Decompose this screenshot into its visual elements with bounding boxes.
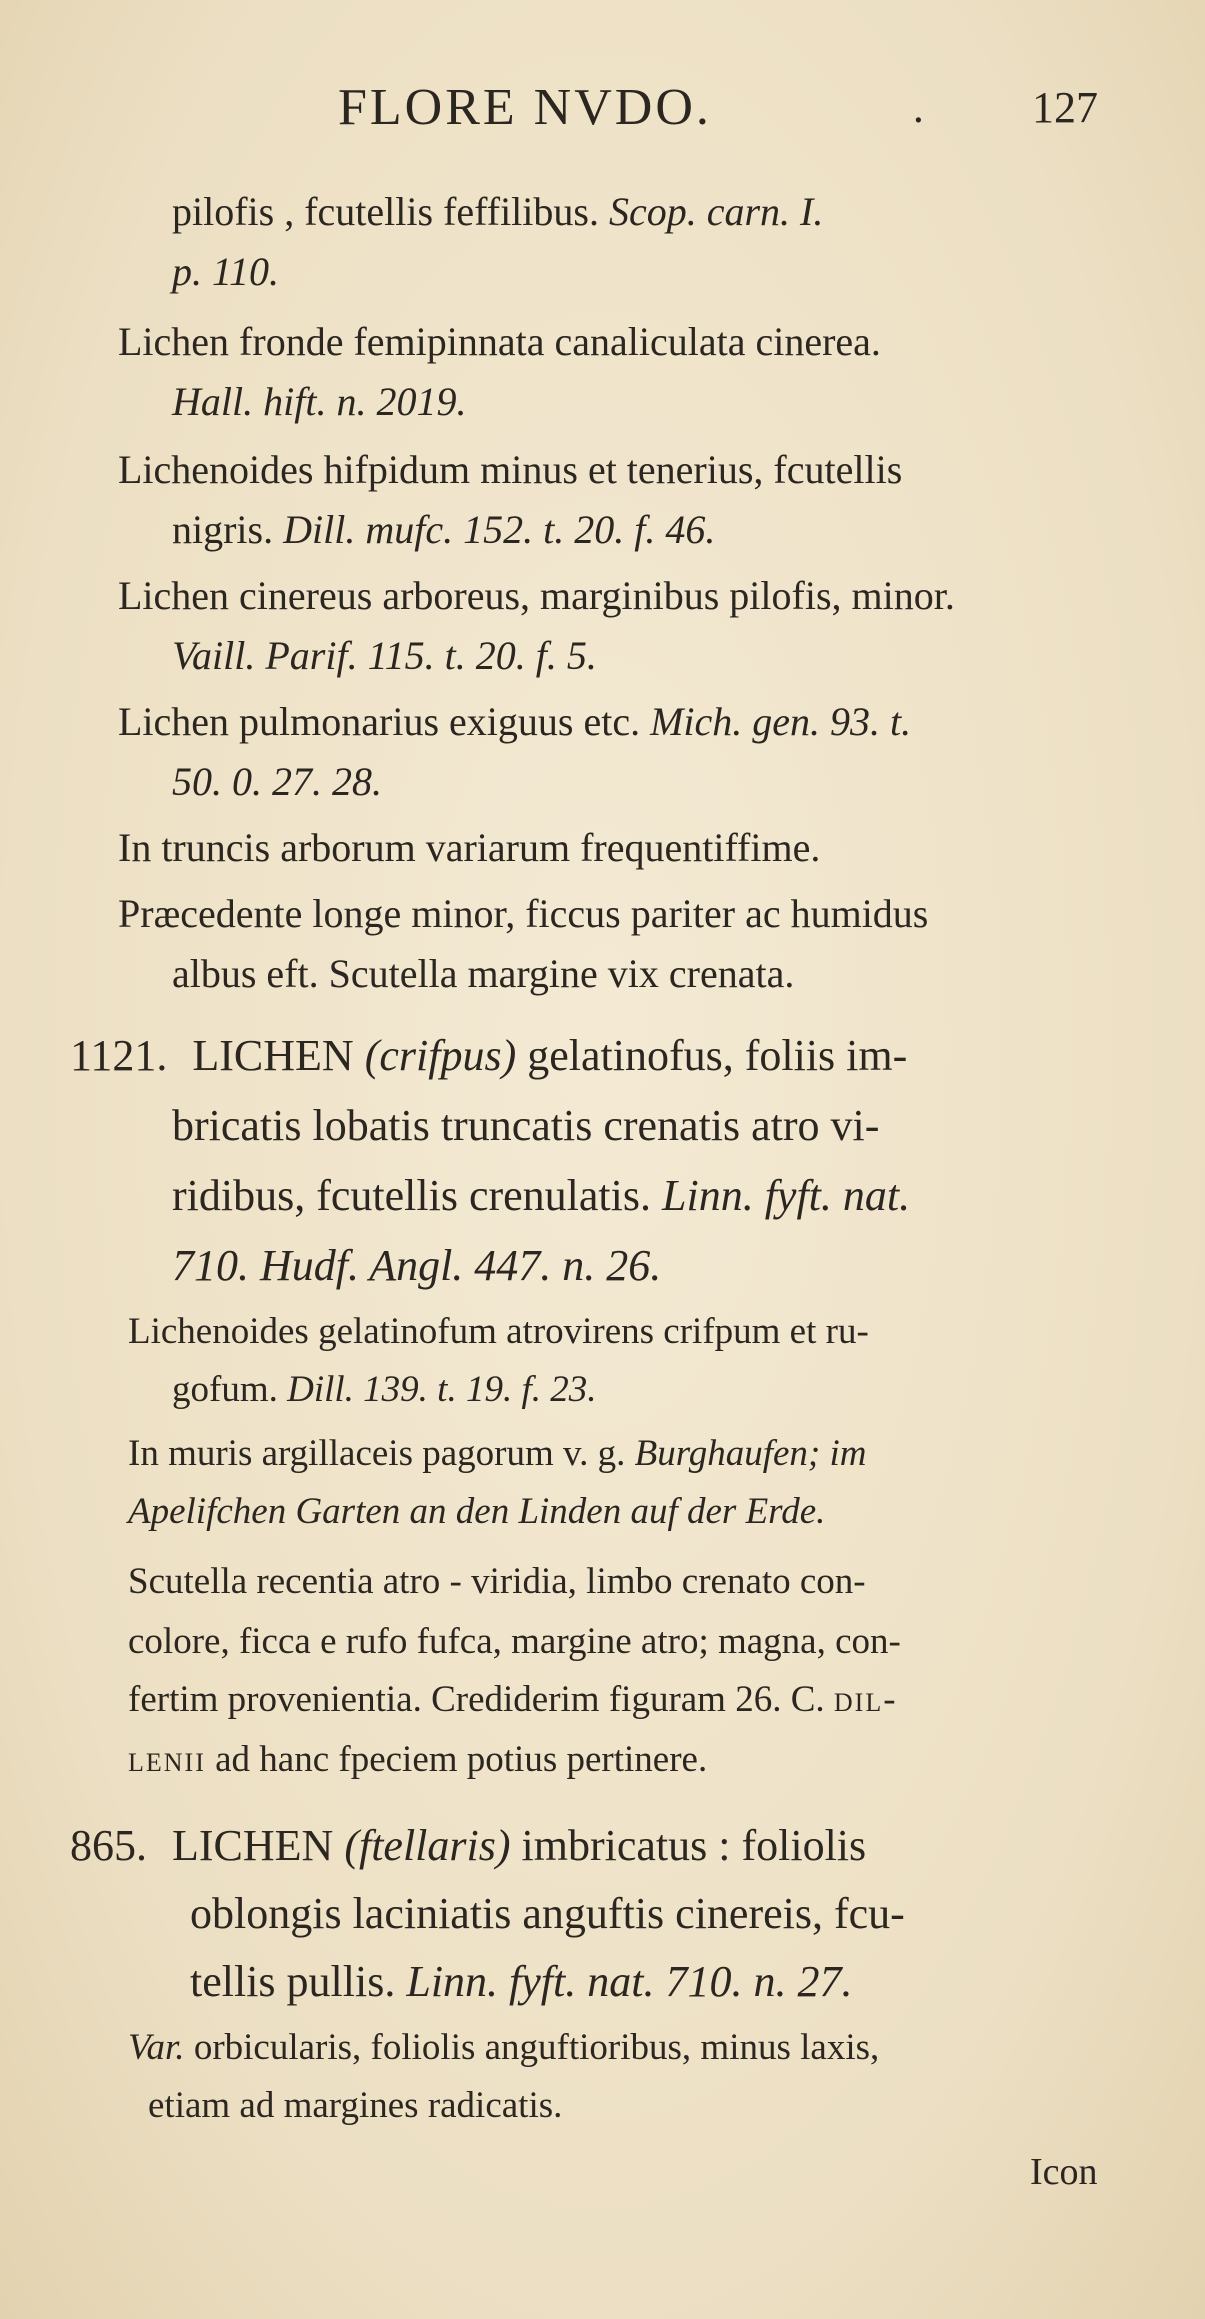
text-run: fertim provenientia. Crediderim figuram 26. C. [128, 1679, 825, 1720]
citation-line: Vaill. Parif. 115. t. 20. f. 5. [172, 633, 597, 678]
page-number: 127 [1032, 83, 1098, 132]
entry-heading [70, 1030, 907, 1081]
species-name: (ftellaris) [344, 1821, 511, 1870]
text-line [118, 698, 911, 745]
text-line [190, 1956, 852, 2007]
text-run: Lichen pulmonarius exiguus etc. [118, 699, 641, 744]
citation-line: 50. 0. 27. 28. [172, 759, 382, 804]
diagnosis-line: bricatis lobatis truncatis crenatis atro vi- [172, 1101, 880, 1150]
text-run: tellis pullis. [190, 1957, 396, 2006]
synonym-line: Lichen fronde femipinnata canaliculata cinerea. [118, 319, 881, 364]
synonym-line: Lichenoides hifpidum minus et tenerius, fcutellis [118, 447, 903, 492]
text-run: gelatinofus, foliis im- [527, 1031, 908, 1080]
entry-number: 1121. [70, 1031, 168, 1080]
text-run: orbicularis, foliolis anguftioribus, minus laxis, [193, 2027, 880, 2068]
text-line [128, 1738, 707, 1781]
description-line: Scutella recentia atro - viridia, limbo crenato con- [128, 1561, 866, 1602]
locality-line: Apelifchen Garten an den Linden auf der Erde. [128, 1491, 826, 1532]
text-line [172, 188, 823, 235]
text-run: In muris argillaceis pagorum v. g. [128, 1433, 626, 1474]
citation-line: 710. Hudf. Angl. 447. n. 26. [172, 1241, 662, 1290]
header-dot: . [912, 86, 925, 132]
text-run: imbricatus : foliolis [521, 1821, 867, 1870]
author-name: dil- [833, 1679, 898, 1720]
habitat-line: In truncis arborum variarum frequentiffime. [118, 825, 821, 870]
variety-label: Var. [128, 2027, 185, 2068]
locality: Burghaufen; im [634, 1433, 867, 1474]
text-line [172, 506, 715, 553]
citation: Dill. 139. t. 19. f. 23. [287, 1369, 597, 1410]
description-line: etiam ad margines radicatis. [148, 2085, 563, 2126]
running-title: FLORE NVDO. [338, 79, 712, 136]
text-run: nigris. [172, 507, 274, 552]
text-line [172, 1170, 910, 1221]
text-run: pilofis , fcutellis feffilibus. [172, 189, 599, 234]
citation: Linn. fyft. nat. 710. n. 27. [406, 1957, 853, 2006]
description-line: Præcedente longe minor, ficcus pariter ac humidus [118, 891, 929, 936]
text-line [128, 1678, 898, 1721]
citation: Mich. gen. 93. t. [650, 699, 912, 744]
citation-line: Hall. hift. n. 2019. [172, 379, 467, 424]
description-line: albus eft. Scutella margine vix crenata. [172, 951, 795, 996]
text-run: ad hanc fpeciem potius pertinere. [215, 1739, 708, 1780]
synonym-line: Lichenoides gelatinofum atrovirens crifpum et ru- [128, 1311, 869, 1352]
genus-name: LICHEN [172, 1821, 334, 1870]
text-line [128, 1432, 867, 1475]
page-header [0, 78, 1205, 148]
text-run: ridibus, fcutellis crenulatis. [172, 1171, 651, 1220]
citation: Scop. carn. I. [608, 189, 824, 234]
text-line [128, 2026, 879, 2069]
species-name: (crifpus) [364, 1031, 517, 1080]
genus-name: LICHEN [192, 1031, 354, 1080]
diagnosis-line: oblongis laciniatis anguftis cinereis, fcu- [190, 1889, 905, 1938]
catchword: Icon [1030, 2151, 1098, 2193]
description-line: colore, ficca e rufo fufca, margine atro; magna, con- [128, 1621, 901, 1662]
text-run: gofum. [172, 1369, 278, 1410]
citation: Dill. mufc. 152. t. 20. f. 46. [283, 507, 716, 552]
citation: Linn. fyft. nat. [662, 1171, 911, 1220]
author-name: lenii [128, 1739, 206, 1780]
synonym-line: Lichen cinereus arboreus, marginibus pilofis, minor. [118, 573, 955, 618]
citation-line: p. 110. [172, 249, 280, 294]
entry-heading [70, 1820, 866, 1871]
text-line [172, 1368, 596, 1411]
entry-number: 865. [70, 1821, 147, 1870]
